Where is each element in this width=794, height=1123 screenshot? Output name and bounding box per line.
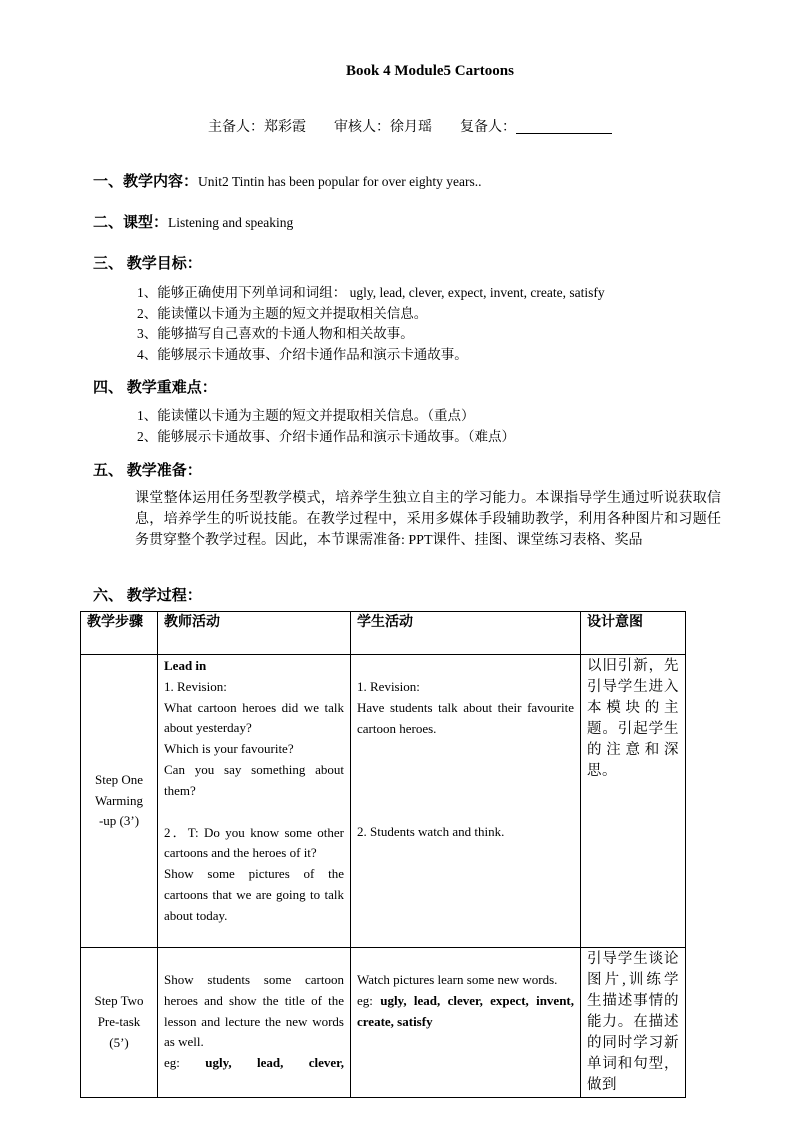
list-item: 3、能够描写自己喜欢的卡通人物和相关故事。	[137, 326, 414, 341]
section-preparation-heading: 五、 教学准备：	[93, 463, 202, 479]
preparer-line	[208, 116, 640, 136]
co-preparer: 复备人：	[460, 120, 640, 135]
document-title: Book 4 Module5 Cartoons	[346, 63, 514, 79]
co-preparer-blank	[516, 119, 612, 134]
process-table	[80, 611, 686, 1098]
keypoints-list	[137, 406, 515, 447]
preparation-paragraph: 课堂整体运用任务型教学模式，培养学生独立自主的学习能力。本课指导学生通过听说获取信息，培养学生的听说技能。在教学过程中，采用多媒体手段辅助教学，利用各种图片和习题任务贯穿整个教学过程。因此，本节课需准备: PPT课件、挂图、课堂练习表格、奖品	[135, 491, 721, 548]
header-student: 学生活动	[351, 612, 581, 655]
teacher-activity-cell: Show students some cartoon heroes and show the title of the lesson and lecture the new words as well. eg: ugly, lead, clever,	[158, 948, 351, 1098]
table-header-row	[81, 612, 686, 655]
teacher-activity-cell: Lead in 1. Revision: What cartoon heroes did we talk about yesterday? Which is your favourite? Can you say something about them? 2．T: Do you know some other cartoons and the heroes of it? Show some pictures of the cartoons that we are going to talk about today.	[158, 655, 351, 948]
section-process-heading: 六、 教学过程：	[93, 588, 202, 604]
section-lesson-type: 二、课型：Listening and speaking	[93, 215, 294, 231]
table-row	[81, 948, 686, 1098]
objectives-list	[137, 283, 605, 365]
step-cell: Step One Warming -up (3’)	[81, 655, 158, 948]
student-activity-cell: Watch pictures learn some new words. eg: ugly, lead, clever, expect, invent, create, satisfy	[351, 948, 581, 1098]
main-preparer: 主备人：郑彩霞	[208, 120, 306, 135]
intent-cell: 以旧引新，先引导学生进入本模块的主题。引起学生的注意和深思。	[581, 655, 686, 948]
table-row	[81, 655, 686, 948]
header-teacher: 教师活动	[158, 612, 351, 655]
list-item: 1、能读懂以卡通为主题的短文并提取相关信息。（重点）	[137, 408, 475, 423]
header-intent: 设计意图	[581, 612, 686, 655]
list-item: 2、能读懂以卡通为主题的短文并提取相关信息。	[137, 305, 428, 321]
reviewer: 审核人：徐月瑶	[334, 120, 432, 135]
student-activity-cell: 1. Revision: Have students talk about their favourite cartoon heroes. 2. Students watch and think.	[351, 655, 581, 948]
list-item: 1、能够正确使用下列单词和词组： ugly, lead, clever, expect, invent, create, satisfy	[137, 285, 605, 300]
list-item: 4、能够展示卡通故事、介绍卡通作品和演示卡通故事。	[137, 346, 468, 362]
section-keypoints-heading: 四、 教学重难点：	[93, 380, 217, 396]
section-content: 一、教学内容：Unit2 Tintin has been popular for over eighty years..	[93, 174, 482, 190]
section-objectives-heading: 三、 教学目标：	[93, 256, 202, 272]
list-item: 2、能够展示卡通故事、介绍卡通作品和演示卡通故事。（难点）	[137, 428, 515, 444]
step-cell: Step Two Pre-task (5’)	[81, 948, 158, 1098]
intent-cell: 引导学生谈论图片,训练学生描述事情的能力。在描述的同时学习新单词和句型，做到	[581, 948, 686, 1098]
header-step: 教学步骤	[81, 612, 158, 655]
